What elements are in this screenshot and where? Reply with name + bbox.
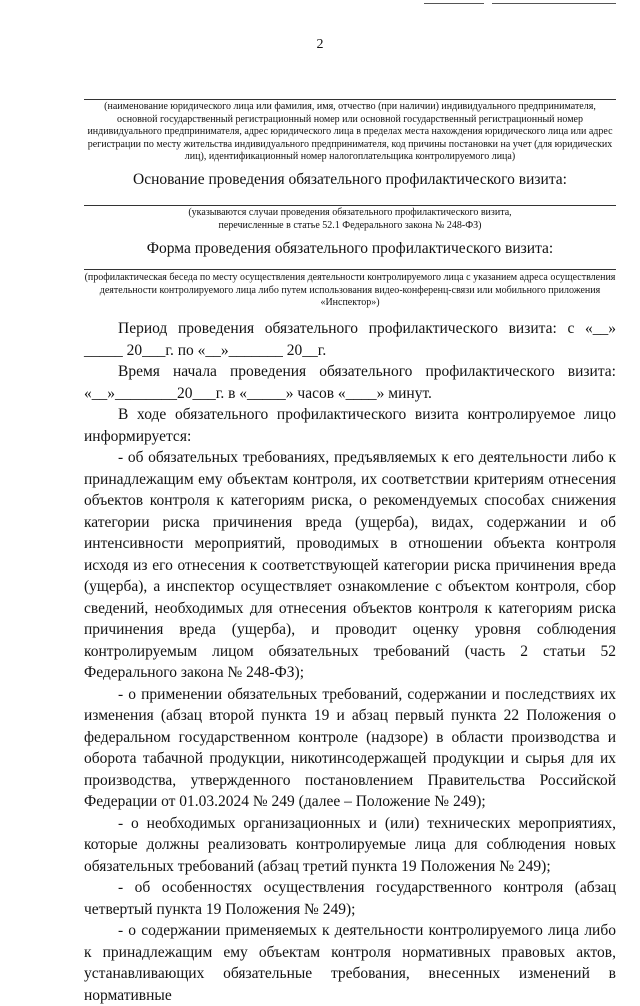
list-item: - о применении обязательных требований, содержании и последствиях их изменения (абзац второй пункта 19 и абзац первый пункта 22 Положения о федеральном государственном контроле (надзоре) в области производства и оборота табачной продукции, никотинсодержащей продукции и сырья для их производства, утвержденного постановлением Правительства Российской Федерации от 01.03.2024 № 249 (далее – Положение № 249); bbox=[84, 685, 616, 810]
list-item: - об особенностях осуществления государственного контроля (абзац четвертый пункта 19 Положения № 249); bbox=[84, 879, 616, 918]
subject-caption: (наименование юридического лица или фамилия, имя, отчество (при наличии) индивидуального предпринимателя, основной государственный регистрационный номер или основной государственный регистрационный номер индивидуального предпринимателя, адрес юридического лица в пределах места нахождения юридического лица или адрес регистрации по месту жительства индивидуального предпринимателя, код причины постановки на учет (для юридических лиц), идентификационный номер налогоплательщика контролируемого лица) bbox=[87, 101, 613, 162]
basis-heading: Основание проведения обязательного профилактического визита: bbox=[133, 171, 567, 188]
document-body bbox=[84, 318, 616, 1006]
list-item: - о необходимых организационных и (или) технических мероприятиях, которые должны реализовать контролируемые лица для соблюдения новых обязательных требований (абзац третий пункта 19 Положения № 249); bbox=[84, 814, 616, 875]
list-item: - об обязательных требованиях, предъявляемых к его деятельности либо к принадлежащим ему объектам контроля, их соответствии критериям отнесения объектов контроля к категориям риска, о рекомендуемых способах снижения категории риска причинения вреда (ущерба), видах, содержании и об интенсивности мероприятий, проводимых в отношении объекта контроля исходя из его отнесения к соответствующей категории риска причинения вреда (ущерба), а инспектор осуществляет ознакомление с объектом контроля, сбор сведений, необходимых для отнесения объектов контроля к категориям риска причинения вреда (ущерба), и проводит оценку уровня соблюдения контролируемым лицом обязательных требований (часть 2 статьи 52 Федерального закона № 248-ФЗ); bbox=[84, 449, 616, 681]
form-caption: (профилактическая беседа по месту осуществления деятельности контролируемого лица с указанием адреса осуществления деятельности контролируемого лица либо путем использования видео-конференц-связи или мобильного приложения «Инспектор») bbox=[84, 272, 616, 308]
informed-intro-paragraph: В ходе обязательного профилактического визита контролируемое лицо информируется: bbox=[84, 406, 616, 445]
form-fill-line bbox=[84, 269, 616, 270]
page-number: 2 bbox=[316, 37, 324, 52]
form-heading: Форма проведения обязательного профилактического визита: bbox=[146, 240, 554, 257]
period-paragraph: Период проведения обязательного профилактического визита: с «__» _____ 20___г. по «__»_______ 20__г. bbox=[84, 320, 616, 359]
scan-edge-line bbox=[492, 3, 616, 4]
scan-edge-line bbox=[424, 3, 484, 4]
list-item: - о содержании применяемых к деятельности контролируемого лица либо к принадлежащим ему объектам контроля нормативных правовых актов, устанавливающих обязательные требования, внесенных изменений в нормативные bbox=[84, 922, 616, 1004]
basis-fill-line bbox=[84, 205, 616, 206]
start-time-paragraph: Время начала проведения обязательного профилактического визита: «__»________20___г. в «_____» часов «____» минут. bbox=[84, 363, 616, 402]
basis-caption: (указываются случаи проведения обязательного профилактического визита, перечисленные в статье 52.1 Федерального закона № 248-ФЗ) bbox=[188, 207, 512, 231]
subject-fill-line bbox=[84, 99, 616, 100]
